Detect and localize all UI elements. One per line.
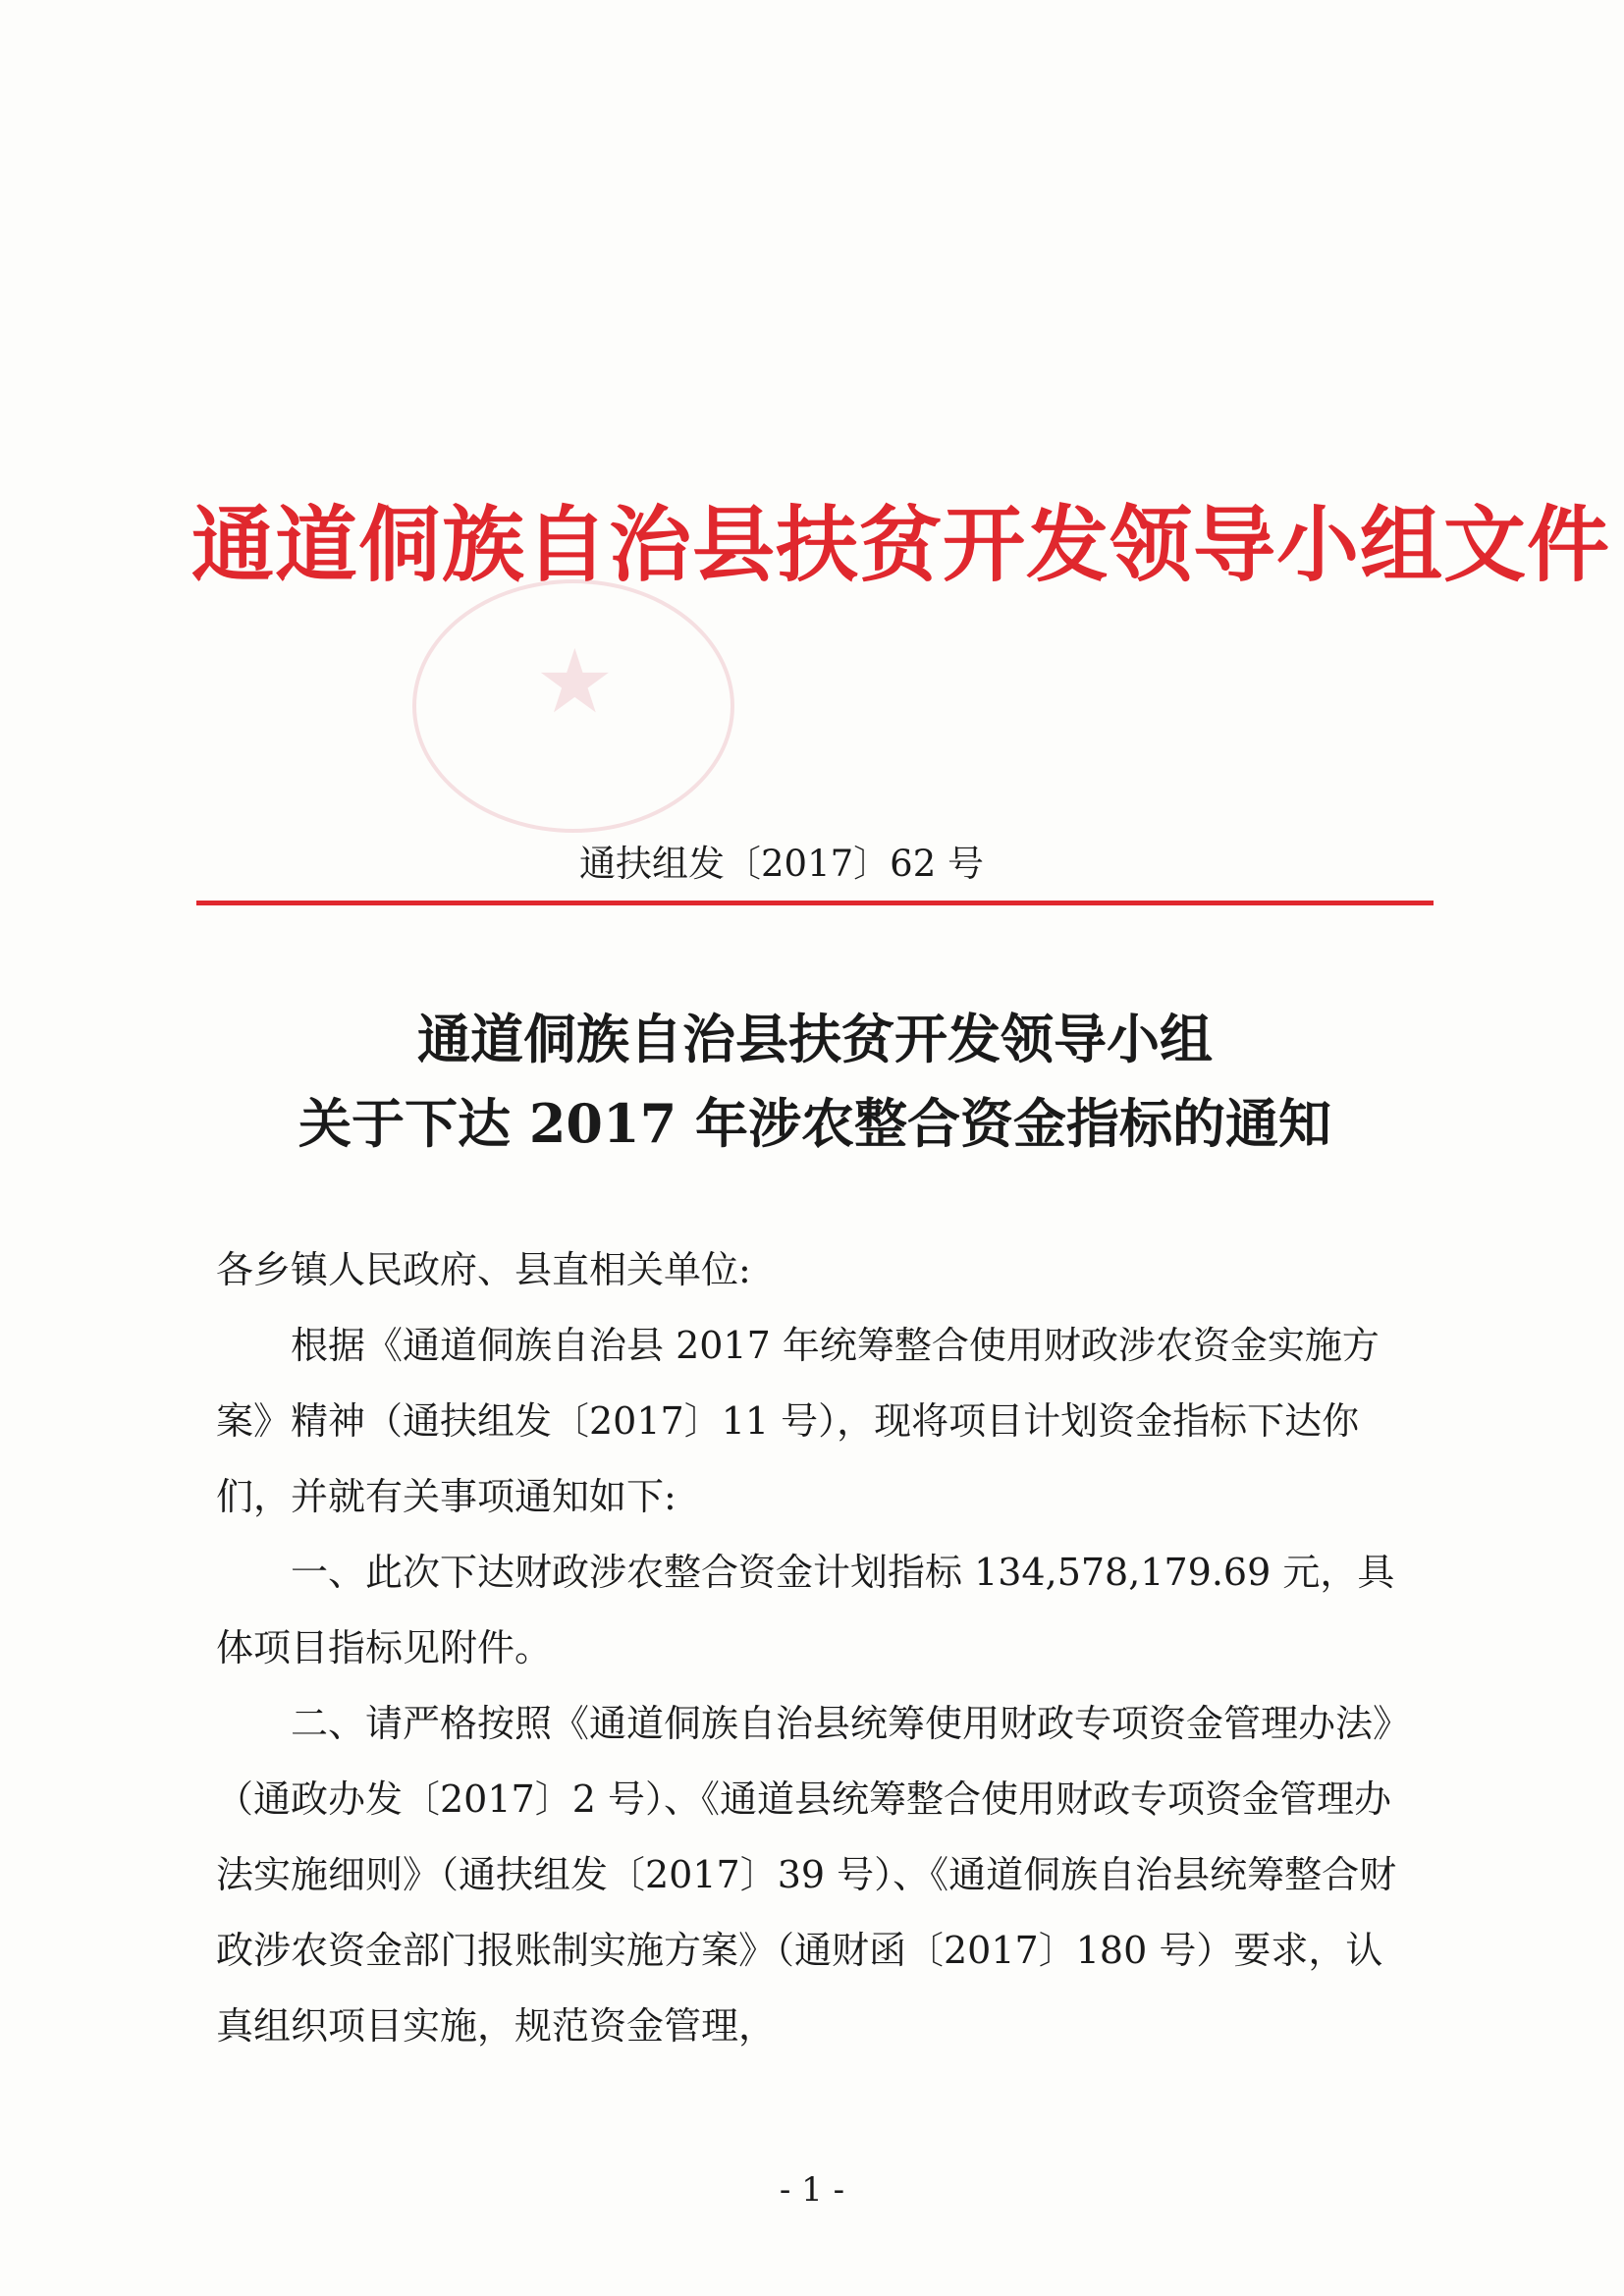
notice-title <box>196 997 1434 1166</box>
notice-title-line-1: 通道侗族自治县扶贫开发领导小组 <box>417 1008 1213 1070</box>
notice-title-line-2: 关于下达 2017 年涉农整合资金指标的通知 <box>298 1092 1331 1155</box>
salutation: 各乡镇人民政府、县直相关单位: <box>216 1248 751 1291</box>
seal-star-icon: ★ <box>535 630 615 734</box>
red-header-title: 通道侗族自治县扶贫开发领导小组文件 <box>191 497 1611 593</box>
paragraph-item-2: 二、请严格按照《通道侗族自治县统筹使用财政专项资金管理办法》（通政办发〔2017〕2 号）、《通道县统筹整合使用财政专项资金管理办法实施细则》（通扶组发〔2017〕39 号）、《通道侗族自治县统筹整合财政涉农资金部门报账制实施方案》（通财函〔2017〕180 号）要求，认真组织项目实施，规范资金管理， <box>216 1702 1411 2048</box>
red-divider-line <box>196 901 1434 905</box>
notice-body <box>216 1232 1414 2064</box>
paragraph-item-1: 一、此次下达财政涉农整合资金计划指标 134,578,179.69 元，具体项目指标见附件。 <box>216 1551 1395 1669</box>
page-number: - 1 - <box>779 2170 845 2210</box>
document-number: 通扶组发〔2017〕62 号 <box>579 843 985 885</box>
paragraph-basis: 根据《通道侗族自治县 2017 年统筹整合使用财政涉农资金实施方案》精神（通扶组发〔2017〕11 号），现将项目计划资金指标下达你们，并就有关事项通知如下: <box>216 1324 1380 1518</box>
